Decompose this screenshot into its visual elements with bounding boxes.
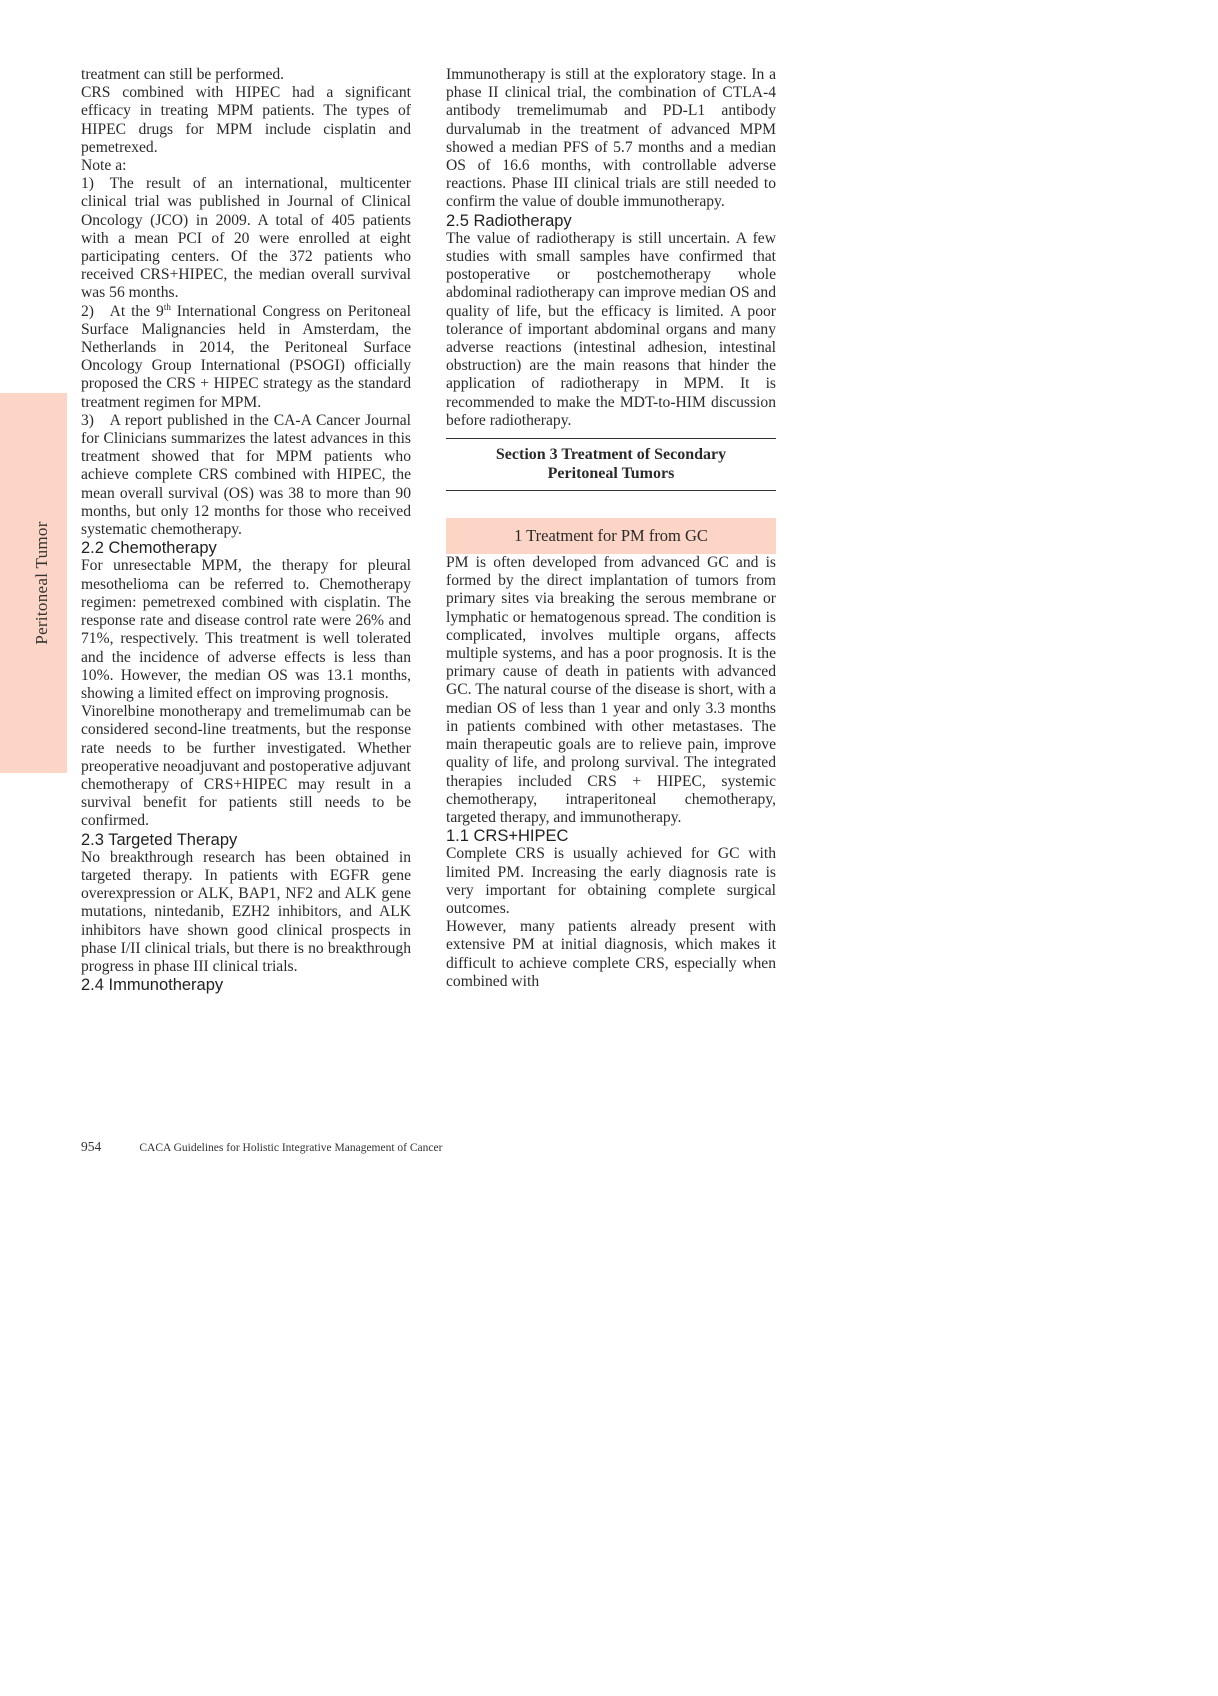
paragraph: Note a: [81, 157, 127, 175]
paragraph: No breakthrough research has been obtained in targeted therapy. In patients with EGFR gene overexpression or ALK, BAP1, NF2 and ALK gene mutations, nintedanib, EZH2 inhibitors, and ALK inhibitors have shown good clinical prospects in phase I/II clinical trials, but there is no breakthrough progress in phase III clinical trials. [81, 848, 411, 975]
heading-chemotherapy: 2.2 Chemotherapy [81, 539, 217, 558]
section-heading-line-2: Peritoneal Tumors [547, 464, 675, 482]
side-tab-label: Peritoneal Tumor [32, 521, 51, 645]
page-footer [81, 1139, 442, 1155]
paragraph: Complete CRS is usually achieved for GC with limited PM. Increasing the early diagnosis rate is very important for obtaining complete surgical outcomes. [446, 845, 776, 917]
paragraph: 3) A report published in the CA-A Cancer Journal for Clinicians summarizes the latest advances in this treatment showed that for MPM patients who achieve complete CRS combined with HIPEC, the mean overall survival (OS) was 38 to more than 90 months, but only 12 months for those who received systematic chemotherapy. [81, 411, 411, 539]
paragraph: Immunotherapy is still at the exploratory stage. In a phase II clinical trial, the combination of CTLA-4 antibody tremelimumab and PD-L1 antibody durvalumab in the treatment of advanced MPM showed a median PFS of 5.7 months and a median OS of 16.6 months, with controllable adverse reactions. Phase III clinical trials are still needed to confirm the value of double immunotherapy. [446, 66, 776, 211]
heading-crs-hipec: 1.1 CRS+HIPEC [446, 827, 569, 846]
paragraph: The value of radiotherapy is still uncertain. A few studies with small samples have confirmed that postoperative or postchemotherapy whole abdominal radiotherapy can improve median OS and quality of life, but the efficacy is limited. A poor tolerance of important abdominal organs and many adverse reactions (intestinal adhesion, intestinal obstruction) are the main reasons that hinder the application of radiotherapy in MPM. It is recommended to make the MDT-to-HIM discussion before radiotherapy. [446, 229, 776, 429]
page-number: 954 [81, 1139, 102, 1154]
subsection-heading: 1 Treatment for PM from GC [446, 518, 776, 554]
left-column [81, 66, 411, 994]
paragraph: treatment can still be performed. [81, 66, 285, 83]
paragraph: 1) The result of an international, multicenter clinical trial was published in Journal of Clinical Oncology (JCO) in 2009. A total of 405 patients with a mean PCI of 20 were enrolled at eight participating centers. Of the 372 patients who received CRS+HIPEC, the median overall survival was 56 months. [81, 175, 411, 302]
paragraph: For unresectable MPM, the therapy for pleural mesothelioma can be referred to. Chemotherapy regimen: pemetrexed combined with cisplatin. The response rate and disease control rate were 26% and 71%, respectively. This treatment is well tolerated and the incidence of adverse effects is less than 10%. However, the median OS was 13.1 months, showing a limited effect on improving prognosis. [81, 557, 411, 702]
heading-radiotherapy: 2.5 Radiotherapy [446, 211, 572, 230]
paragraph-note-2: 2) At the 9th International Congress on Peritoneal Surface Malignancies held in Amsterdam, the Netherlands in 2014, the Peritoneal Surface Oncology Group International (PSOGI) officially proposed the CRS + HIPEC strategy as the standard treatment regimen for MPM. [81, 301, 411, 411]
right-column [446, 66, 776, 991]
paragraph: PM is often developed from advanced GC and is formed by the direct implantation of tumors from primary sites via breaking the serous membrane or lymphatic or hematogenous spread. The condition is complicated, involves multiple organs, affects multiple systems, and has a poor prognosis. It is the primary cause of death in patients with advanced GC. The natural course of the disease is short, with a median OS of less than 1 year and only 3.3 months in patients combined with other metastases. The main therapeutic goals are to relieve pain, improve quality of life, and prolong survival. The integrated therapies included CRS + HIPEC, systemic chemotherapy, intraperitoneal chemotherapy, targeted therapy, and immunotherapy. [446, 554, 776, 826]
heading-targeted-therapy: 2.3 Targeted Therapy [81, 830, 238, 849]
paragraph: Vinorelbine monotherapy and tremelimumab can be considered second-line treatments, but the response rate needs to be further investigated. Whether preoperative neoadjuvant and postoperative adjuvant chemotherapy of CRS+HIPEC may result in a survival benefit for patients still needs to be confirmed. [81, 703, 411, 830]
paragraph: However, many patients already present with extensive PM at initial diagnosis, which makes it difficult to achieve complete CRS, especially when combined with [446, 918, 776, 990]
section-heading [446, 438, 776, 491]
heading-immunotherapy: 2.4 Immunotherapy [81, 976, 224, 995]
footer-title: CACA Guidelines for Holistic Integrative Management of Cancer [139, 1142, 443, 1154]
section-heading-line-1: Section 3 Treatment of Secondary [495, 446, 727, 464]
paragraph: CRS combined with HIPEC had a significant efficacy in treating MPM patients. The types of HIPEC drugs for MPM include cisplatin and pemetrexed. [81, 84, 411, 156]
